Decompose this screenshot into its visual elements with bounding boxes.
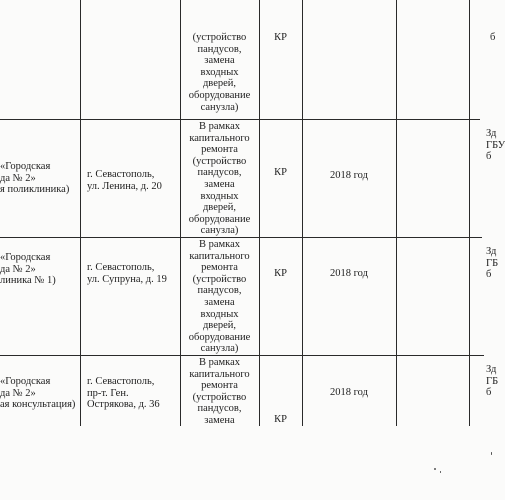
scan-speck [434,468,436,470]
row-1-address: г. Севастополь, ул. Ленина, д. 20 [87,169,162,192]
row-1-scope: В рамках капитального ремонта (устройство пандусов, замена входных дверей, оборудование санузла) [188,121,251,237]
row-0-scope: (устройство пандусов, замена входных дверей, оборудование санузла) [188,32,251,113]
row-1-year: 2018 год [330,170,368,181]
row-2-type: КР [274,268,287,279]
row-3-scope: В рамках капитального ремонта (устройство пандусов, замена [189,357,250,426]
table-border-col-4 [302,0,303,426]
table-border-row-3 [0,355,484,356]
row-1-type: КР [274,167,287,178]
row-0-right: б [490,32,496,43]
row-1-name: «Городская да № 2» я поликлиника) [0,161,70,196]
row-2-scope: В рамках капитального ремонта (устройство пандусов, замена входных дверей, оборудование санузла) [188,239,251,355]
table-border-col-1 [80,0,81,426]
row-0-type: КР [274,32,287,43]
row-1-right: Зд ГБУ б [486,128,505,163]
row-2-right: Зд ГБ б [486,246,499,281]
table-border-col-5 [396,0,397,426]
row-3-address: г. Севастополь, пр-т. Ген. Острякова, д. 36 [87,376,160,411]
row-3-year: 2018 год [330,387,368,398]
table-border-row-1 [0,119,480,120]
scan-speck [440,471,441,473]
scan-speck [491,452,492,455]
row-2-name: «Городская да № 2» линика № 1) [0,252,56,287]
row-2-year: 2018 год [330,268,368,279]
row-2-address: г. Севастополь, ул. Супруна, д. 19 [87,262,167,285]
row-3-right: Зд ГБ б [486,364,499,399]
row-3-type: КР [274,414,287,425]
table-border-col-6 [469,0,470,426]
table-border-row-2 [0,237,482,238]
row-3-name: «Городская да № 2» ая консультация) [0,376,76,411]
table-border-col-3 [259,0,260,426]
